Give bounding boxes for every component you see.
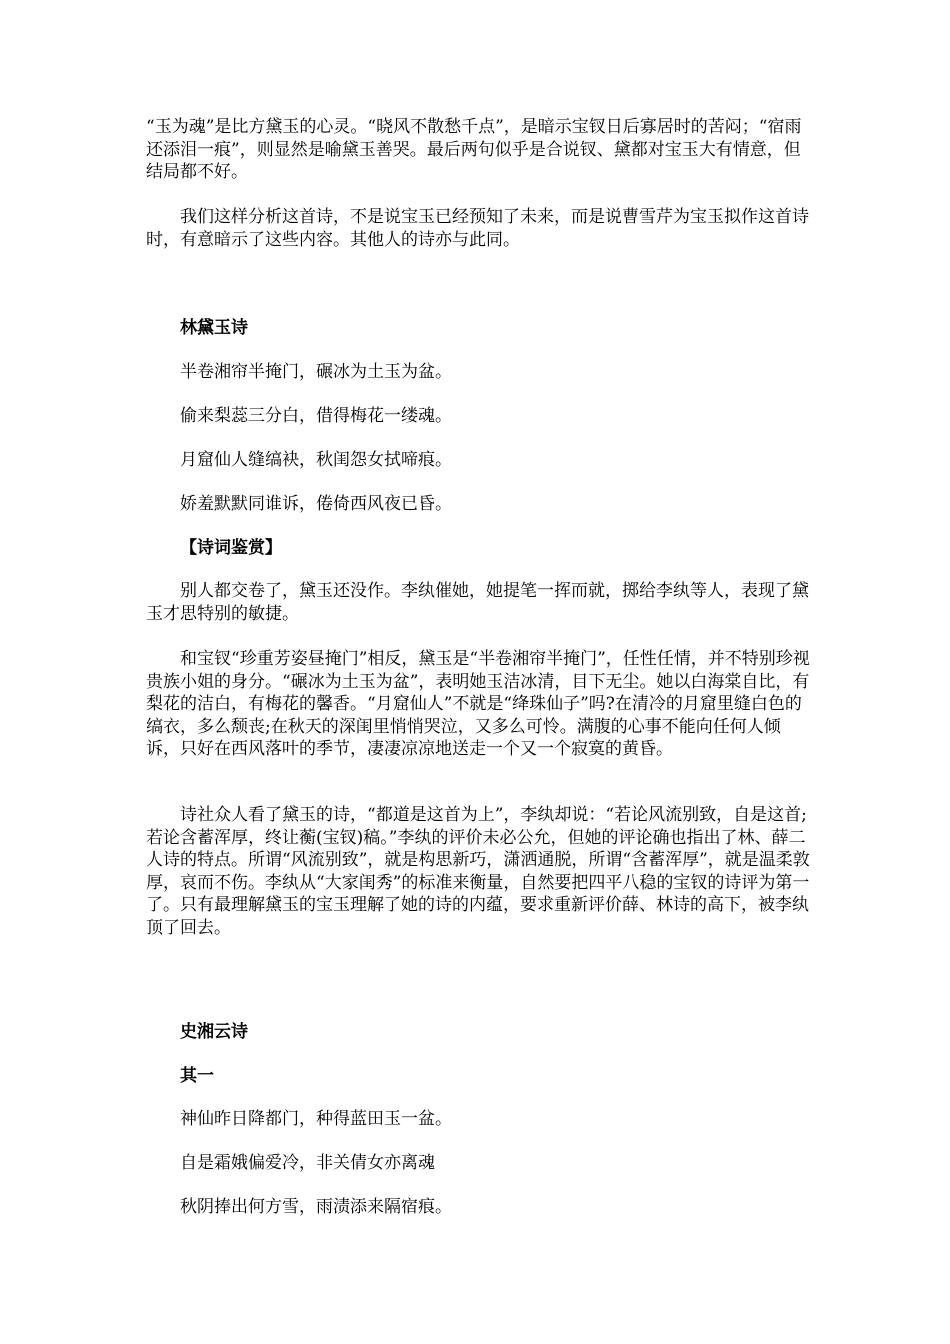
paragraph-interpretation: “玉为魂”是比方黛玉的心灵。“晓风不散愁千点”，是暗示宝钗日后寡居时的苦闷；“宿雨还添泪一痕”，则显然是喻黛玉善哭。最后两句似乎是合说钗、黛都对宝玉大有情意，但结局都不好。 xyxy=(146,117,802,182)
section-title-lin-daiyu-poem: 林黛玉诗 xyxy=(180,318,248,338)
section-heading-appreciation: 【诗词鉴赏】 xyxy=(180,538,282,558)
poem-line: 神仙昨日降都门，种得蓝田玉一盆。 xyxy=(180,1109,452,1129)
poem-line: 秋阴捧出何方雪，雨渍添来隔宿痕。 xyxy=(180,1197,452,1217)
poem-line: 月窟仙人缝缟袂，秋闺怨女拭啼痕。 xyxy=(180,450,452,470)
poem-line: 半卷湘帘半掩门，碾冰为土玉为盆。 xyxy=(180,362,452,382)
poem-line: 自是霜娥偏爱冷，非关倩女亦离魂 xyxy=(180,1153,435,1173)
section-title-shi-xiangyun-poem: 史湘云诗 xyxy=(180,1022,248,1042)
poem-line: 偷来梨蕊三分白，借得梅花一缕魂。 xyxy=(180,406,452,426)
paragraph-appreciation-1: 别人都交卷了，黛玉还没作。李纨催她，她提笔一挥而就，掷给李纨等人，表现了黛玉才思特别的敏捷。 xyxy=(146,581,809,624)
paragraph-analysis-note: 我们这样分析这首诗，不是说宝玉已经预知了未来，而是说曹雪芹为宝玉拟作这首诗时，有意暗示了这些内容。其他人的诗亦与此同。 xyxy=(146,207,809,250)
paragraph-appreciation-3: 诗社众人看了黛玉的诗，“都道是这首为上”，李纨却说：“若论风流别致，自是这首;若论含蓄浑厚，终让蘅(宝钗)稿。”李纨的评价未必公允，但她的评论确也指出了林、薛二人诗的特点。所谓“风流别致”，就是构思新巧，潇洒通脱，所谓“含蓄浑厚”，就是温柔敦厚，哀而不伤。李纨从“大家闺秀”的标准来衡量，自然要把四平八稳的宝钗的诗评为第一了。只有最理解黛玉的宝玉理解了她的诗的内蕴，要求重新评价薛、林诗的高下，被李纨顶了回去。 xyxy=(146,805,810,938)
paragraph-appreciation-2: 和宝钗“珍重芳姿昼掩门”相反，黛玉是“半卷湘帘半掩门”，任性任情，并不特别珍视贵族小姐的身分。“碾冰为土玉为盆”，表明她玉洁冰清，目下无尘。她以白海棠自比，有梨花的洁白，有梅花的馨香。“月窟仙人”不就是“绛珠仙子”吗?在清冷的月窟里缝白色的缟衣，多么颓丧;在秋天的深闺里悄悄哭泣，又多么可怜。满腹的心事不能向任何人倾诉，只好在西风落叶的季节，凄凄凉凉地送走一个又一个寂寞的黄昏。 xyxy=(146,649,810,759)
poem-subtitle: 其一 xyxy=(180,1066,214,1086)
poem-line: 娇羞默默同谁诉，倦倚西风夜已昏。 xyxy=(180,494,452,514)
